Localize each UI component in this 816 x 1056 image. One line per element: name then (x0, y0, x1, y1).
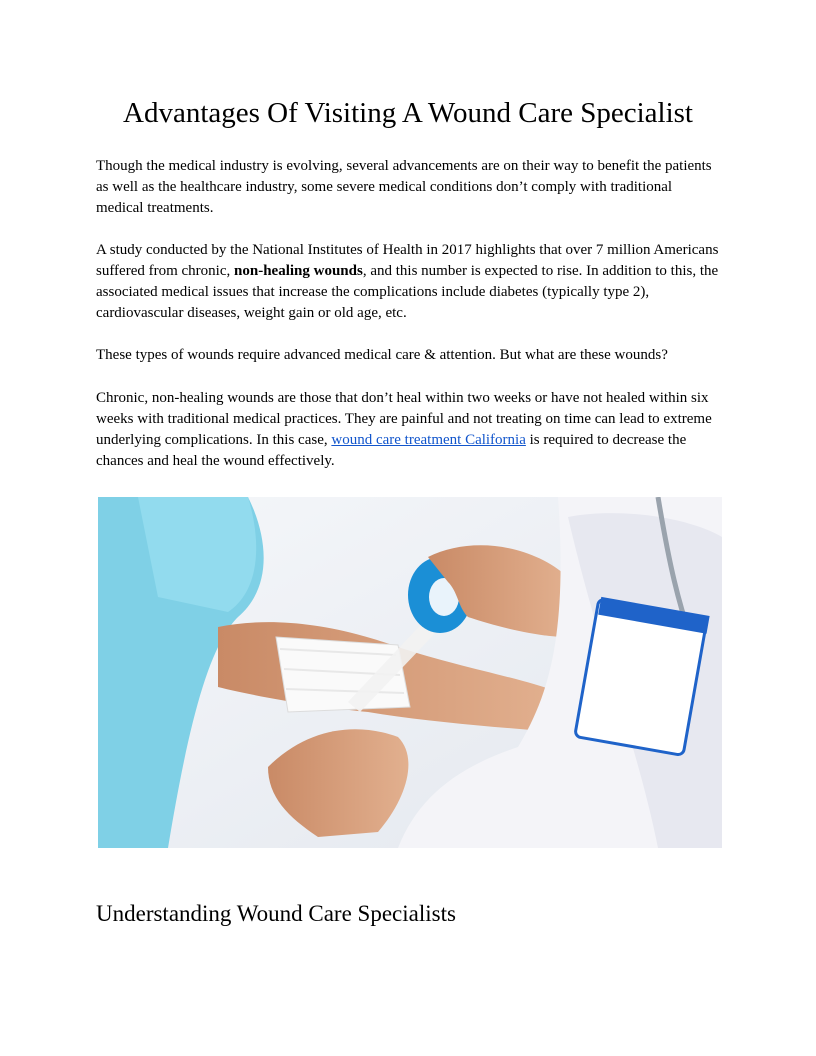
definition-text-start: Chronic, non-healing wounds are those that don’t heal within two weeks or have not healed within six weeks with traditional medical practices. They are painful and not treating on time can lead to extreme underlying complications. In this case, (96, 390, 712, 448)
study-text-start: A study conducted by the National Institutes of Health in 2017 highlights that over 7 million Americans suffered from chronic, (96, 242, 719, 279)
question-paragraph: These types of wounds require advanced medical care & attention. But what are these wounds? (96, 347, 668, 363)
section-heading: Understanding Wound Care Specialists (96, 901, 456, 926)
bold-term: non-healing wounds (234, 263, 363, 279)
wound-care-illustration (98, 497, 722, 848)
intro-paragraph: Though the medical industry is evolving, several advancements are on their way to benefit the patients as well as the healthcare industry, some severe medical conditions don’t comply with traditional medical treatments. (96, 158, 712, 216)
wound-care-link[interactable]: wound care treatment California (331, 432, 526, 448)
definition-paragraph (96, 388, 722, 472)
study-text-end: , and this number is expected to rise. In addition to this, the associated medical issues that increase the complications include diabetes (typically type 2), cardiovascular diseases, weight gain or old age, etc. (96, 263, 719, 321)
study-paragraph (96, 240, 722, 324)
page-title: Advantages Of Visiting A Wound Care Specialist (123, 97, 693, 129)
wound-care-photo (98, 497, 722, 848)
definition-text-end: is required to decrease the chances and heal the wound effectively. (96, 432, 687, 469)
